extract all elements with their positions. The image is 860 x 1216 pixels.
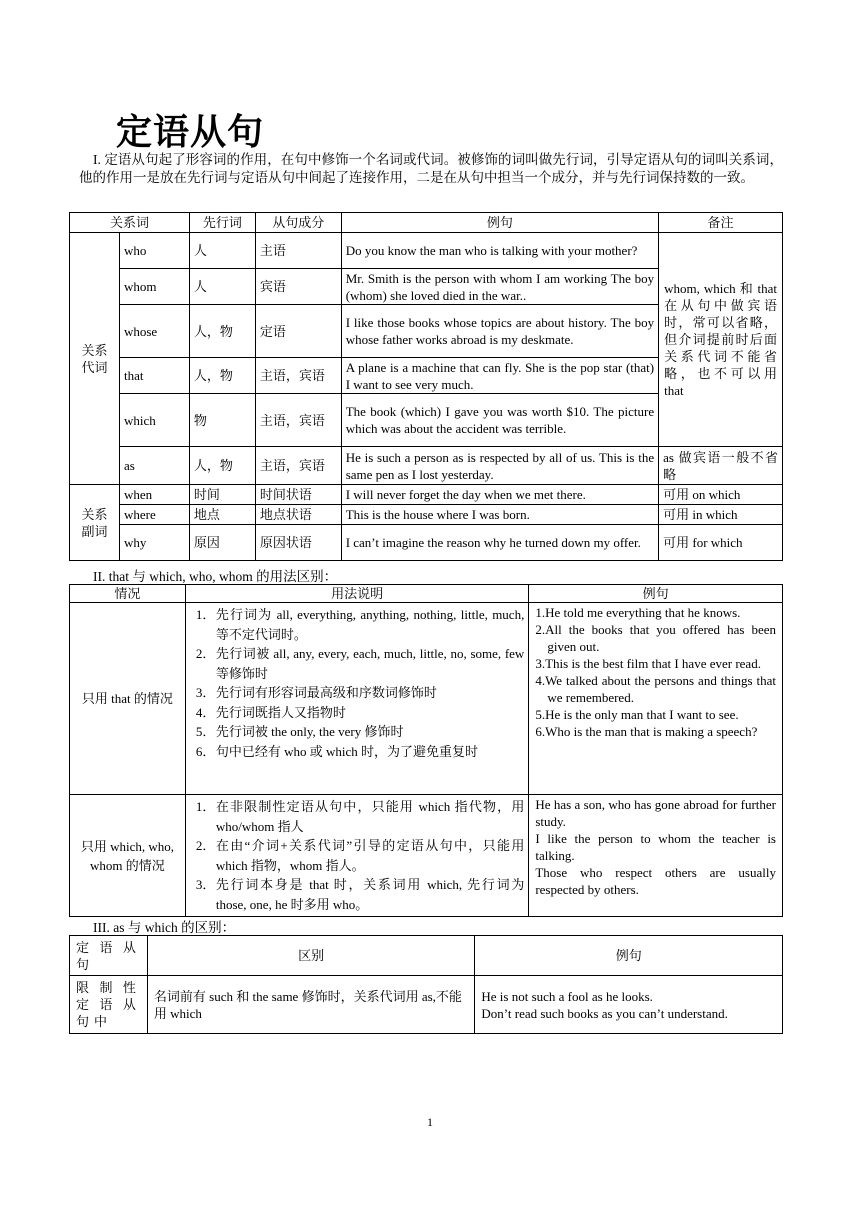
cell-example: I will never forget the day when we met there. <box>341 485 658 505</box>
header-cell: 例句 <box>475 936 783 976</box>
cell-example: Mr. Smith is the person with whom I am working The boy (whom) she loved died in the war.. <box>341 269 658 305</box>
cell-example: This is the house where I was born. <box>341 505 658 525</box>
cell-antecedent: 地点 <box>189 505 255 525</box>
cell-examples <box>475 976 783 1034</box>
cell-antecedent: 人，物 <box>189 305 255 358</box>
table-row <box>70 525 783 561</box>
header-cell: 例句 <box>529 585 783 603</box>
cell-examples <box>529 603 783 795</box>
example-line: Don’t read such books as you can’t understand. <box>481 1005 728 1021</box>
header-cell: 定语从句 <box>70 936 148 976</box>
header-cell: 用法说明 <box>185 585 528 603</box>
cell-usage <box>185 603 528 795</box>
intro-paragraph: I. 定语从句起了形容词的作用，在句中修饰一个名词或代词。被修饰的词叫做先行词，引导定语从句的词叫关系词，他的作用一是放在先行词与定语从句中间起了连接作用，二是在从句中担当一个成分，并与先行词保持数的一致。 <box>79 152 783 185</box>
cell-word: which <box>119 394 189 447</box>
group-label-adverb: 关系副词 <box>70 485 120 561</box>
usage-item: 3． 先行词本身是 that 时，关系词用 which, 先行词为 those, one, he 时多用 who。 <box>195 877 525 912</box>
cell-antecedent: 时间 <box>189 485 255 505</box>
page-title: 定语从句 <box>116 112 265 153</box>
cell-antecedent: 物 <box>189 394 255 447</box>
cell-word: whom <box>119 269 189 305</box>
usage-item: 6． 句中已经有 who 或 which 时，为了避免重复时 <box>195 743 479 759</box>
table-row <box>70 485 783 505</box>
header-cell: 从句成分 <box>255 213 341 233</box>
table-header-row <box>70 936 783 976</box>
table-row <box>70 447 783 485</box>
example-line: 5.He is the only man that I want to see. <box>535 707 739 722</box>
cell-word: where <box>119 505 189 525</box>
example-line: 1.He told me everything that he knows. <box>535 605 741 620</box>
cell-case: 只用 that 的情况 <box>70 603 186 795</box>
cell-role: 时间状语 <box>255 485 341 505</box>
cell-example: Do you know the man who is talking with your mother? <box>341 233 658 269</box>
usage-item: 5． 先行词被 the only, the very 修饰时 <box>195 724 404 739</box>
usage-item: 3． 先行词有形容词最高级和序数词修饰时 <box>195 685 437 700</box>
cell-word: when <box>119 485 189 505</box>
cell-antecedent: 人，物 <box>189 358 255 394</box>
cell-role: 主语 <box>255 233 341 269</box>
cell-antecedent: 人 <box>189 233 255 269</box>
cell-role: 宾语 <box>255 269 341 305</box>
cell-antecedent: 人 <box>189 269 255 305</box>
cell-role: 主语，宾语 <box>255 447 341 485</box>
cell-note-main: whom, which 和 that 在从句中做宾语时，常可以省略，但介词提前时后面关系代词不能省略，也不可以用 that <box>659 233 783 447</box>
section-3-heading: III. as 与 which 的区别： <box>93 920 236 935</box>
cell-role: 定语 <box>255 305 341 358</box>
page-number: 1 <box>427 1115 433 1129</box>
example-line: He is not such a fool as he looks. <box>481 988 653 1004</box>
section-2-heading: II. that 与 which, who, whom 的用法区别： <box>93 569 338 584</box>
as-which-table <box>69 935 783 1034</box>
cell-antecedent: 原因 <box>189 525 255 561</box>
table-header-row <box>70 213 783 233</box>
cell-example: A plane is a machine that can fly. She is the pop star (that) I want to see very much. <box>341 358 658 394</box>
header-cell: 情况 <box>70 585 186 603</box>
usage-item: 1． 在非限制性定语从句中，只能用 which 指代物，用 who/whom 指人 <box>195 799 525 834</box>
cell-case: 只用 which, who, whom 的情况 <box>70 795 186 917</box>
cell-role: 主语，宾语 <box>255 394 341 447</box>
cell-example: I can’t imagine the reason why he turned down my offer. <box>341 525 658 561</box>
example-line: I like the person to whom the teacher is talking. <box>535 831 776 863</box>
cell-example: He is such a person as is respected by all of us. This is the same pen as I lost yesterday. <box>341 447 658 485</box>
example-line: He has a son, who has gone abroad for further study. <box>535 797 776 829</box>
cell-word: as <box>119 447 189 485</box>
table-row <box>70 976 783 1034</box>
usage-item: 4． 先行词既指人又指物时 <box>195 704 346 720</box>
usage-item: 2． 在由“介词+关系代词”引导的定语从句中，只能用 which 指物，whom 指人。 <box>195 838 525 873</box>
usage-item: 1． 先行词为 all, everything, anything, nothing, little, much,等不定代词时。 <box>195 607 525 642</box>
example-line: Those who respect others are usually respected by others. <box>535 865 776 897</box>
cell-role: 原因状语 <box>255 525 341 561</box>
header-cell: 先行词 <box>189 213 255 233</box>
cell-diff: 名词前有 such 和 the same 修饰时，关系代词用 as,不能用 which <box>147 976 474 1034</box>
cell-examples <box>529 795 783 917</box>
table-header-row <box>70 585 783 603</box>
cell-note: 可用 for which <box>659 525 783 561</box>
that-which-table <box>69 584 783 917</box>
cell-word: whose <box>119 305 189 358</box>
example-line: 4.We talked about the persons and things that we remembered. <box>535 673 776 705</box>
usage-item: 2． 先行词被 all, any, every, each, much, little, no, some, few 等修饰时 <box>195 646 525 681</box>
cell-note-as: as 做宾语一般不省略 <box>659 447 783 485</box>
cell-usage <box>185 795 528 917</box>
group-label-pronoun: 关系代词 <box>70 233 120 485</box>
table-row <box>70 603 783 795</box>
table-row <box>70 505 783 525</box>
cell-note: 可用 on which <box>659 485 783 505</box>
example-line: 2.All the books that you offered has been given out. <box>535 622 776 654</box>
cell-role: 地点状语 <box>255 505 341 525</box>
cell-word: why <box>119 525 189 561</box>
example-line: 6.Who is the man that is making a speech? <box>535 724 758 739</box>
table-row <box>70 233 783 269</box>
header-cell: 备注 <box>659 213 783 233</box>
cell-role: 主语，宾语 <box>255 358 341 394</box>
cell-example: The book (which) I gave you was worth $10. The picture which was about the accident was terrible. <box>341 394 658 447</box>
table-row <box>70 795 783 917</box>
cell-example: I like those books whose topics are about history. The boy whose father works abroad is my deskmate. <box>341 305 658 358</box>
header-cell: 关系词 <box>70 213 190 233</box>
cell-case: 限制性定语从句中 <box>70 976 148 1034</box>
example-line: 3.This is the best film that I have ever read. <box>535 656 761 671</box>
cell-antecedent: 人，物 <box>189 447 255 485</box>
header-cell: 例句 <box>341 213 658 233</box>
cell-word: that <box>119 358 189 394</box>
relative-words-table <box>69 212 783 561</box>
header-cell: 区别 <box>147 936 474 976</box>
cell-note: 可用 in which <box>659 505 783 525</box>
cell-word: who <box>119 233 189 269</box>
